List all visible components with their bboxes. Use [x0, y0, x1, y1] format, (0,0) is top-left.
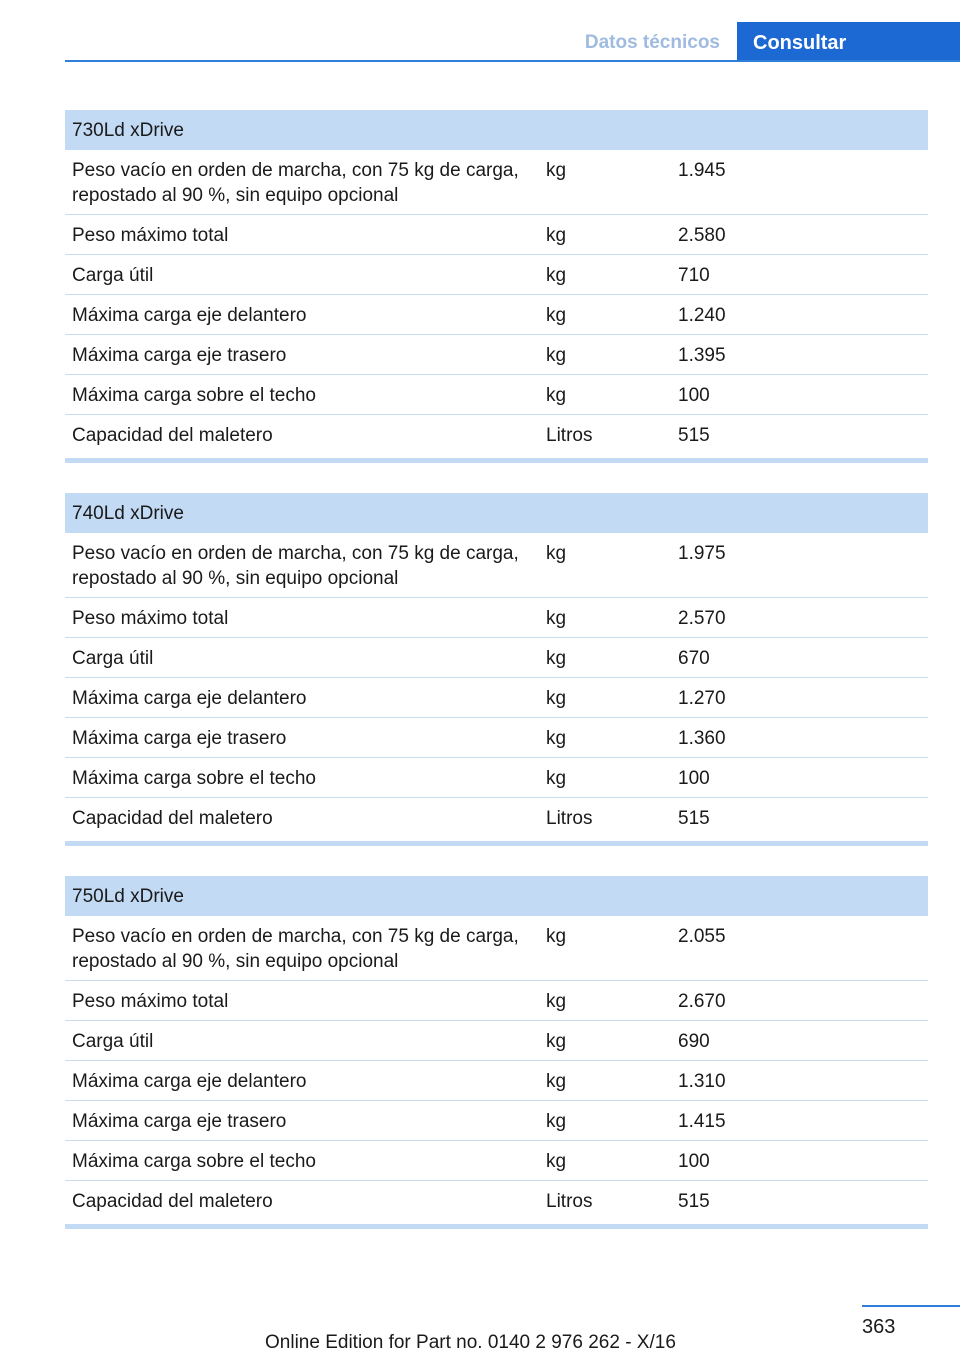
row-value: 1.975	[678, 543, 726, 564]
row-value: 515	[678, 425, 710, 446]
row-unit: kg	[546, 160, 567, 181]
table-title: 750Ld xDrive	[65, 876, 928, 916]
table-row	[65, 1061, 928, 1101]
row-unit: kg	[546, 225, 567, 246]
row-unit: kg	[546, 648, 567, 669]
table-row	[65, 215, 928, 255]
table-bottom-bar	[65, 1224, 928, 1229]
spec-table	[65, 110, 928, 463]
row-value: 1.310	[678, 1071, 726, 1092]
page-header	[0, 0, 960, 62]
row-label: Máxima carga eje delantero	[72, 1071, 307, 1092]
spec-table	[65, 876, 928, 1229]
row-unit: kg	[546, 768, 567, 789]
table-title: 740Ld xDrive	[65, 493, 928, 533]
header-rule	[65, 60, 960, 62]
row-unit: kg	[546, 991, 567, 1012]
row-label: Peso vacío en orden de marcha, con 75 kg de carga, repostado al 90 %, sin equipo opcional	[72, 543, 519, 589]
section-title: Datos técnicos	[584, 32, 720, 53]
row-value: 100	[678, 768, 710, 789]
row-label: Peso vacío en orden de marcha, con 75 kg de carga, repostado al 90 %, sin equipo opcional	[72, 926, 519, 972]
table-row	[65, 598, 928, 638]
row-unit: kg	[546, 265, 567, 286]
row-value: 515	[678, 1191, 710, 1212]
row-label: Peso máximo total	[72, 225, 229, 246]
table-row	[65, 1021, 928, 1061]
chapter-tab[interactable]: Consultar	[737, 22, 960, 62]
row-label: Peso máximo total	[72, 991, 229, 1012]
table-row	[65, 678, 928, 718]
table-row	[65, 533, 928, 598]
table-row	[65, 981, 928, 1021]
row-value: 2.570	[678, 608, 726, 629]
row-unit: kg	[546, 688, 567, 709]
row-label: Máxima carga eje delantero	[72, 688, 307, 709]
row-value: 100	[678, 385, 710, 406]
row-value: 1.360	[678, 728, 726, 749]
row-unit: kg	[546, 1151, 567, 1172]
row-value: 670	[678, 648, 710, 669]
row-unit: Litros	[546, 1191, 593, 1212]
row-unit: kg	[546, 728, 567, 749]
row-value: 2.055	[678, 926, 726, 947]
table-row	[65, 335, 928, 375]
table-row	[65, 295, 928, 335]
row-label: Carga útil	[72, 648, 154, 669]
row-label: Peso vacío en orden de marcha, con 75 kg de carga, repostado al 90 %, sin equipo opcional	[72, 160, 519, 206]
table-row	[65, 1101, 928, 1141]
row-label: Capacidad del maletero	[72, 425, 273, 446]
row-unit: kg	[546, 385, 567, 406]
row-value: 100	[678, 1151, 710, 1172]
spec-table	[65, 493, 928, 846]
row-label: Capacidad del maletero	[72, 808, 273, 829]
row-unit: kg	[546, 926, 567, 947]
table-title: 730Ld xDrive	[65, 110, 928, 150]
row-unit: kg	[546, 305, 567, 326]
row-value: 1.945	[678, 160, 726, 181]
table-row	[65, 255, 928, 295]
edition-note: Online Edition for Part no. 0140 2 976 262 - X/16	[265, 1332, 676, 1353]
row-value: 1.270	[678, 688, 726, 709]
row-label: Capacidad del maletero	[72, 1191, 273, 1212]
row-value: 1.415	[678, 1111, 726, 1132]
row-value: 1.240	[678, 305, 726, 326]
row-label: Máxima carga sobre el techo	[72, 385, 316, 406]
row-value: 1.395	[678, 345, 726, 366]
row-value: 2.580	[678, 225, 726, 246]
table-row	[65, 150, 928, 215]
row-unit: kg	[546, 1031, 567, 1052]
spec-tables	[65, 110, 928, 1259]
row-value: 515	[678, 808, 710, 829]
table-row	[65, 798, 928, 841]
row-label: Máxima carga eje trasero	[72, 1111, 287, 1132]
row-unit: kg	[546, 345, 567, 366]
page-number: 363	[862, 1316, 896, 1338]
row-label: Peso máximo total	[72, 608, 229, 629]
table-bottom-bar	[65, 841, 928, 846]
table-row	[65, 1181, 928, 1224]
row-label: Máxima carga eje trasero	[72, 728, 287, 749]
row-unit: kg	[546, 1071, 567, 1092]
table-row	[65, 718, 928, 758]
row-unit: kg	[546, 1111, 567, 1132]
row-label: Máxima carga sobre el techo	[72, 1151, 316, 1172]
table-row	[65, 415, 928, 458]
table-row	[65, 375, 928, 415]
row-value: 710	[678, 265, 710, 286]
row-label: Carga útil	[72, 265, 154, 286]
row-unit: kg	[546, 543, 567, 564]
table-row	[65, 638, 928, 678]
row-unit: kg	[546, 608, 567, 629]
table-row	[65, 916, 928, 981]
footer-rule	[862, 1305, 960, 1307]
table-bottom-bar	[65, 458, 928, 463]
row-unit: Litros	[546, 425, 593, 446]
row-label: Máxima carga eje trasero	[72, 345, 287, 366]
row-label: Carga útil	[72, 1031, 154, 1052]
row-label: Máxima carga eje delantero	[72, 305, 307, 326]
table-row	[65, 758, 928, 798]
table-row	[65, 1141, 928, 1181]
row-value: 2.670	[678, 991, 726, 1012]
row-label: Máxima carga sobre el techo	[72, 768, 316, 789]
row-unit: Litros	[546, 808, 593, 829]
row-value: 690	[678, 1031, 710, 1052]
